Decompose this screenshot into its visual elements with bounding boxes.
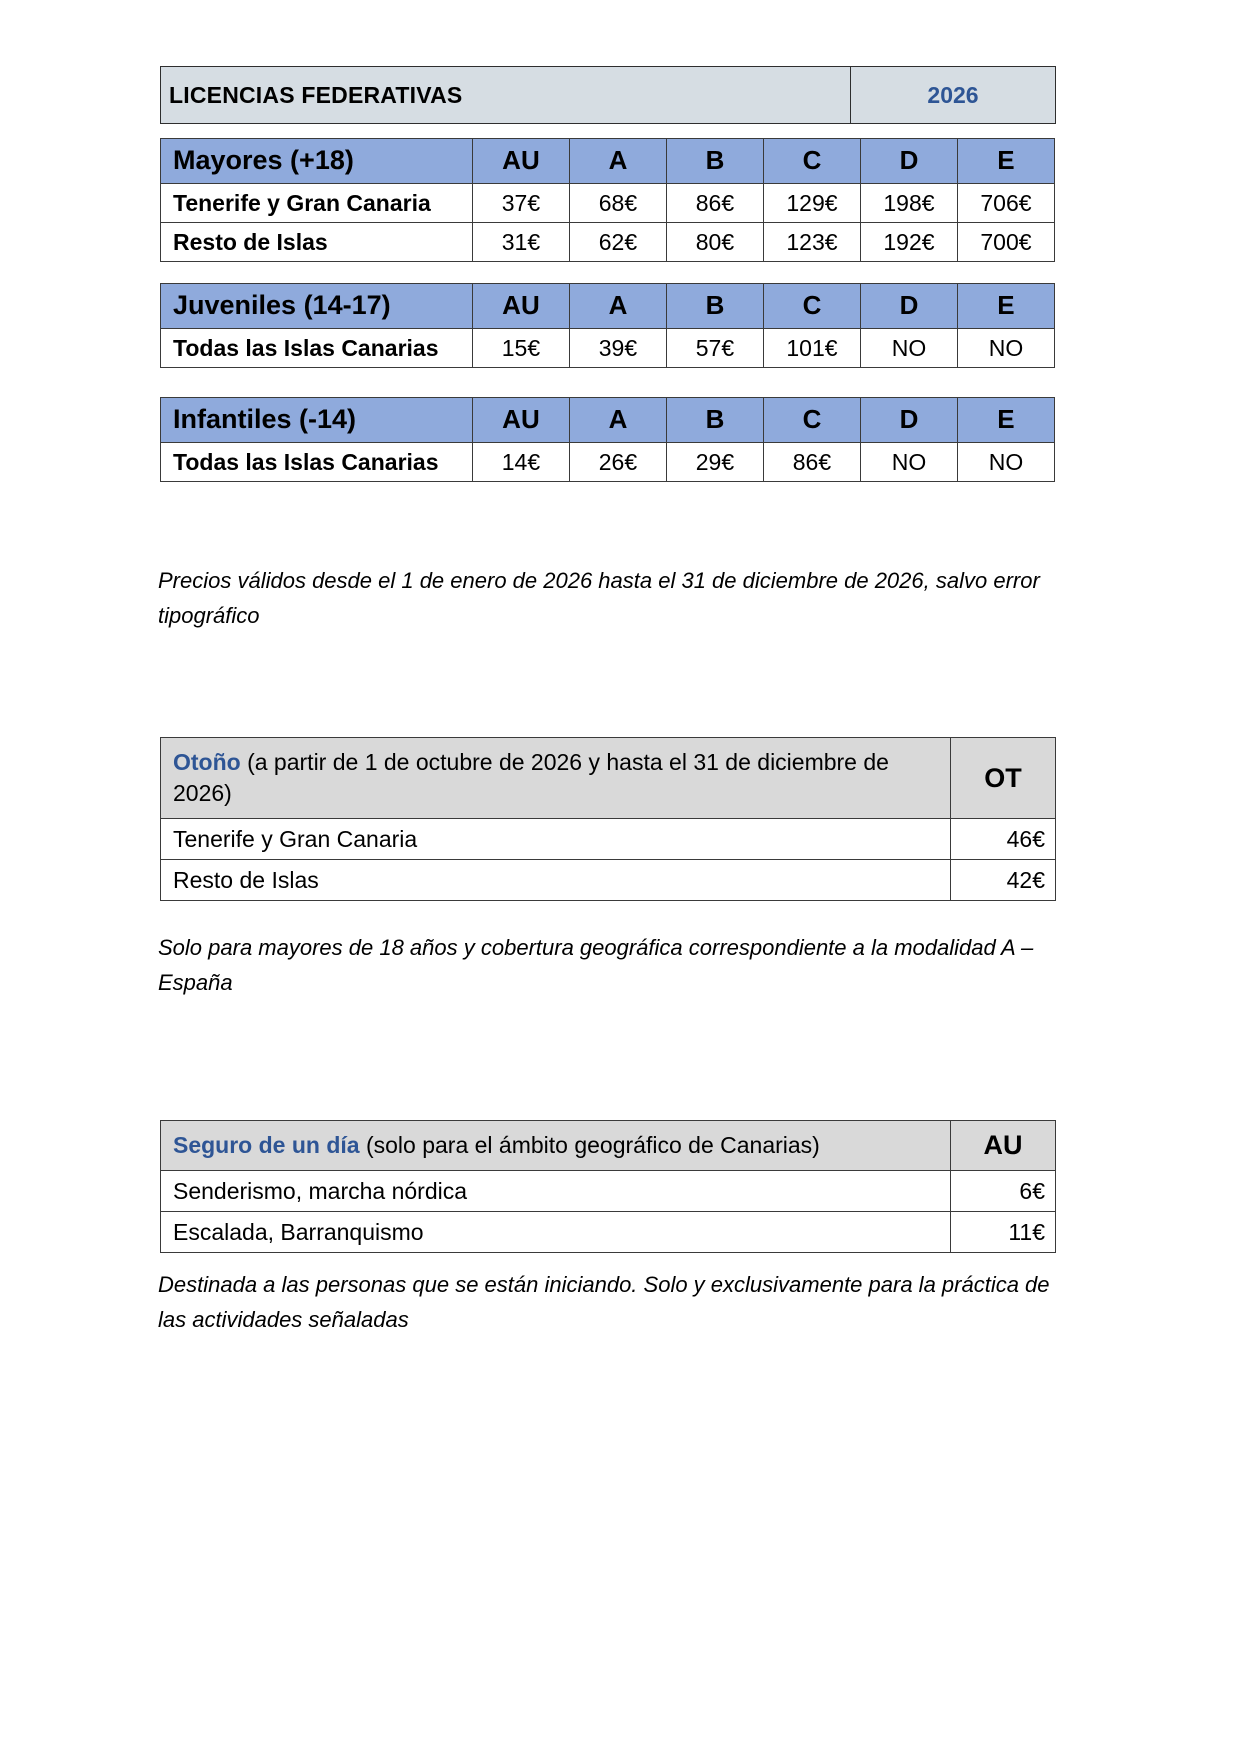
price-cell: 101€ [763, 329, 860, 368]
price-cell: 57€ [666, 329, 763, 368]
note-precios: Precios válidos desde el 1 de enero de 2026 hasta el 31 de diciembre de 2026, salvo error tipográfico [158, 568, 1040, 629]
table-header-row [161, 398, 1055, 443]
column-header-d: D [860, 139, 957, 184]
table-header-row [161, 1121, 1056, 1171]
row-label: Resto de Islas [161, 223, 473, 262]
column-header-a: A [569, 284, 666, 329]
table-seguro-un-dia [160, 1120, 1056, 1253]
column-header-au: AU [472, 139, 569, 184]
price-cell: 37€ [472, 184, 569, 223]
note-otono: Solo para mayores de 18 años y cobertura geográfica correspondiente a la modalidad A – España [158, 935, 1034, 996]
column-header-c: C [763, 139, 860, 184]
table-otono [160, 737, 1056, 901]
column-header-d: D [860, 398, 957, 443]
document-title: LICENCIAS FEDERATIVAS [161, 67, 851, 124]
table-row [161, 184, 1055, 223]
row-label: Todas las Islas Canarias [161, 443, 473, 482]
note-seguro: Destinada a las personas que se están iniciando. Solo y exclusivamente para la práctica de las actividades señaladas [158, 1272, 1050, 1333]
column-header-au: AU [472, 398, 569, 443]
column-header-au: AU [472, 284, 569, 329]
table-header-row [161, 284, 1055, 329]
price-cell: 29€ [666, 443, 763, 482]
table-mayores [160, 138, 1055, 262]
category-name: Juveniles (14-17) [161, 284, 473, 329]
column-header-b: B [666, 398, 763, 443]
column-header-b: B [666, 139, 763, 184]
table-row [161, 1212, 1056, 1253]
table-row [161, 1171, 1056, 1212]
row-label: Todas las Islas Canarias [161, 329, 473, 368]
price-cell: 46€ [951, 819, 1056, 860]
column-header-b: B [666, 284, 763, 329]
table-juveniles [160, 283, 1055, 368]
price-cell: 700€ [957, 223, 1054, 262]
price-cell: 11€ [951, 1212, 1056, 1253]
price-cell: 123€ [763, 223, 860, 262]
price-cell: 80€ [666, 223, 763, 262]
column-header-c: C [763, 398, 860, 443]
price-cell: 68€ [569, 184, 666, 223]
price-cell: NO [860, 329, 957, 368]
price-cell: 706€ [957, 184, 1054, 223]
price-cell: NO [860, 443, 957, 482]
column-header-a: A [569, 398, 666, 443]
price-cell: 86€ [763, 443, 860, 482]
row-label: Senderismo, marcha nórdica [161, 1171, 951, 1212]
table-header-row [161, 139, 1055, 184]
price-cell: 86€ [666, 184, 763, 223]
otono-header [161, 738, 951, 819]
price-cell: 14€ [472, 443, 569, 482]
category-name: Mayores (+18) [161, 139, 473, 184]
row-label: Tenerife y Gran Canaria [161, 184, 473, 223]
price-cell: 129€ [763, 184, 860, 223]
category-name: Infantiles (-14) [161, 398, 473, 443]
row-label: Escalada, Barranquismo [161, 1212, 951, 1253]
price-cell: 39€ [569, 329, 666, 368]
otono-header-rest: (a partir de 1 de octubre de 2026 y hasta el 31 de diciembre de 2026) [173, 749, 889, 807]
price-cell: 198€ [860, 184, 957, 223]
table-row [161, 223, 1055, 262]
otono-keyword: Otoño [173, 749, 241, 775]
column-header-e: E [957, 284, 1054, 329]
table-row [161, 443, 1055, 482]
table-row [161, 860, 1056, 901]
seguro-header-rest: (solo para el ámbito geográfico de Canarias) [359, 1132, 820, 1158]
price-cell: 31€ [472, 223, 569, 262]
column-header-e: E [957, 398, 1054, 443]
price-cell: NO [957, 329, 1054, 368]
price-cell: 26€ [569, 443, 666, 482]
price-cell: 15€ [472, 329, 569, 368]
column-header-d: D [860, 284, 957, 329]
seguro-header [161, 1121, 951, 1171]
column-header-e: E [957, 139, 1054, 184]
table-header-row [161, 738, 1056, 819]
price-cell: 62€ [569, 223, 666, 262]
price-cell: NO [957, 443, 1054, 482]
title-row [161, 67, 1056, 124]
price-cell: 42€ [951, 860, 1056, 901]
row-label: Tenerife y Gran Canaria [161, 819, 951, 860]
table-row [161, 819, 1056, 860]
column-header-ot: OT [951, 738, 1056, 819]
document-year: 2026 [851, 67, 1056, 124]
column-header-au: AU [951, 1121, 1056, 1171]
seguro-keyword: Seguro de un día [173, 1132, 360, 1158]
price-cell: 192€ [860, 223, 957, 262]
price-cell: 6€ [951, 1171, 1056, 1212]
row-label: Resto de Islas [161, 860, 951, 901]
table-row [161, 329, 1055, 368]
column-header-c: C [763, 284, 860, 329]
title-banner [160, 66, 1056, 124]
table-infantiles [160, 397, 1055, 482]
column-header-a: A [569, 139, 666, 184]
